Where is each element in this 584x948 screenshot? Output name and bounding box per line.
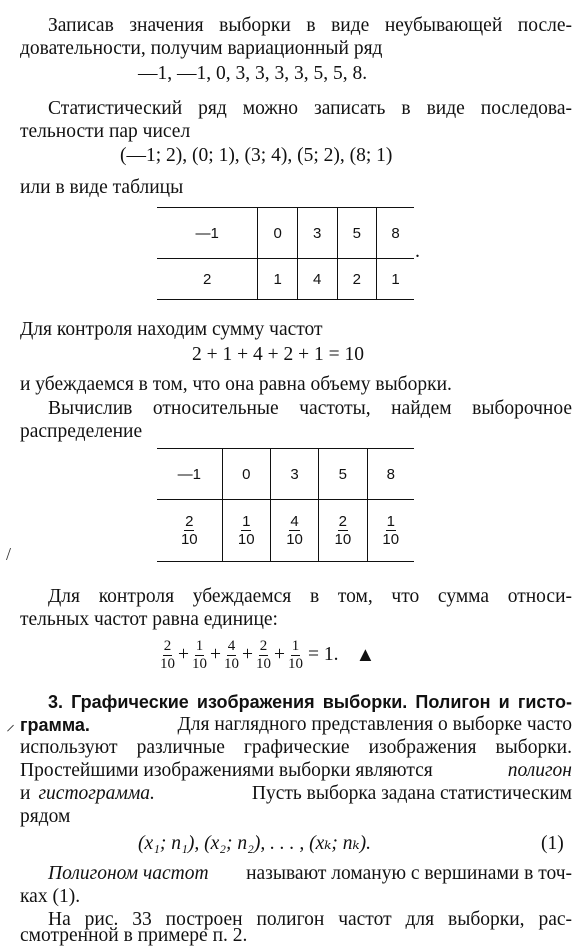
fraction-numerator: 2 [338,513,348,530]
text-line: или в виде таблицы [20,177,184,198]
table-cell: 1 [258,259,298,300]
fraction-denominator: 10 [256,655,271,672]
text-fragment: Простейшими изображениями выборки являются [20,760,433,781]
text-line: На рис. 33 построен полигон частот для выборки, рас- [48,909,572,930]
fraction-denominator: 10 [286,531,303,548]
formula-sum: 2 + 1 + 4 + 2 + 1 = 10 [192,344,364,365]
equals-result: = 1. [308,644,339,665]
fraction-numerator: 2 [185,513,194,530]
end-of-example-triangle-icon: ▲ [355,644,376,666]
table-cell: 5 [319,449,367,500]
text-fragment: Для наглядного представления о выборке часто [177,714,572,735]
text-line: Для контроля находим сумму частот [20,319,323,340]
term-histogram: гистограмма. [38,783,155,804]
table-cell: 3 [297,208,337,259]
plus-sign: + [210,644,221,665]
table-cell: —1 [157,208,258,259]
table-cell: 4 [297,259,337,300]
table-cell: 2 [157,259,258,300]
text-line [20,713,572,737]
plus-sign: + [242,644,253,665]
fraction-numerator: 1 [242,513,251,530]
text-line: используют различные графические изображения выборки. [20,737,572,758]
text-fragment: называют ломаную с вершинами в точ- [246,863,572,884]
text-line: рядом [20,806,71,827]
fraction-numerator: 4 [227,637,236,654]
text-line: тельности пар чисел [20,121,191,142]
relative-frequency-table [157,448,414,562]
table-cell: 2 [337,259,377,300]
section-heading-continuation: грамма. [20,715,90,735]
plus-sign: + [178,644,189,665]
formula-fraction-sum [160,633,375,677]
table-cell [367,500,414,562]
table-cell [270,500,318,562]
table-cell: 3 [270,449,318,500]
term-polygon: полигон [507,760,572,781]
section-heading: 3. Графические изображения выборки. Полигон и гисто- [48,692,572,712]
fraction-numerator: 2 [259,637,268,654]
text-line: смотренной в примере п. 2. [20,925,248,946]
fraction-denominator: 10 [288,655,303,672]
table-cell: —1 [157,449,222,500]
table-cell: 8 [377,208,414,259]
margin-mark: ⸝ [6,714,15,734]
formula-variation-series: —1, —1, 0, 3, 3, 3, 3, 5, 5, 8. [138,63,368,84]
equation-number: (1) [541,833,564,854]
margin-mark: / [6,544,12,564]
text-line: ках (1). [20,886,81,907]
text-line: Для контроля убеждаемся в том, что сумма относи- [48,586,572,607]
table-cell [222,500,270,562]
formula-statistical-series: (x₁; n₁), (x₂; n₂), . . . , (xₖ; nₖ). [138,833,372,854]
fraction-denominator: 10 [180,531,198,548]
text-line [20,782,572,806]
fraction-numerator: 2 [163,637,172,654]
text-line: Статистический ряд можно записать в виде последова- [48,98,572,119]
fraction-denominator: 10 [160,655,175,672]
fraction-denominator: 10 [334,531,352,548]
table-cell: 0 [222,449,270,500]
fraction-numerator: 1 [386,513,395,530]
term-frequency-polygon: Полигоном частот [48,863,209,884]
text-line [20,759,572,783]
table-period: . [415,240,420,262]
fraction-denominator: 10 [192,655,207,672]
text-line: распределение [20,421,143,442]
fraction-numerator: 1 [195,637,204,654]
table-cell: 0 [258,208,298,259]
text-line: и убеждаемся в том, что она равна объему выборки. [20,374,452,395]
text-line: Вычислив относительные частоты, найдем выборочное [48,398,572,419]
fraction-numerator: 4 [290,513,299,530]
table-cell: 1 [377,259,414,300]
fraction-denominator: 10 [224,655,239,672]
plus-sign: + [274,644,285,665]
frequency-table [157,207,414,300]
text-fragment: Пусть выборка задана статистическим [251,783,572,804]
table-cell: 8 [367,449,414,500]
table-cell [157,500,222,562]
fraction-denominator: 10 [237,531,255,548]
fraction-numerator: 1 [291,637,300,654]
text-fragment: и [20,783,31,804]
text-line: довательности, получим вариационный ряд [20,38,383,59]
table-cell: 5 [337,208,377,259]
text-line: тельных частот равна единице: [20,609,278,630]
fraction-denominator: 10 [382,531,400,548]
text-line: Записав значения выборки в виде неубывающей после- [48,15,572,36]
text-line [48,862,572,886]
table-cell [319,500,367,562]
formula-pairs: (—1; 2), (0; 1), (3; 4), (5; 2), (8; 1) [120,145,393,166]
